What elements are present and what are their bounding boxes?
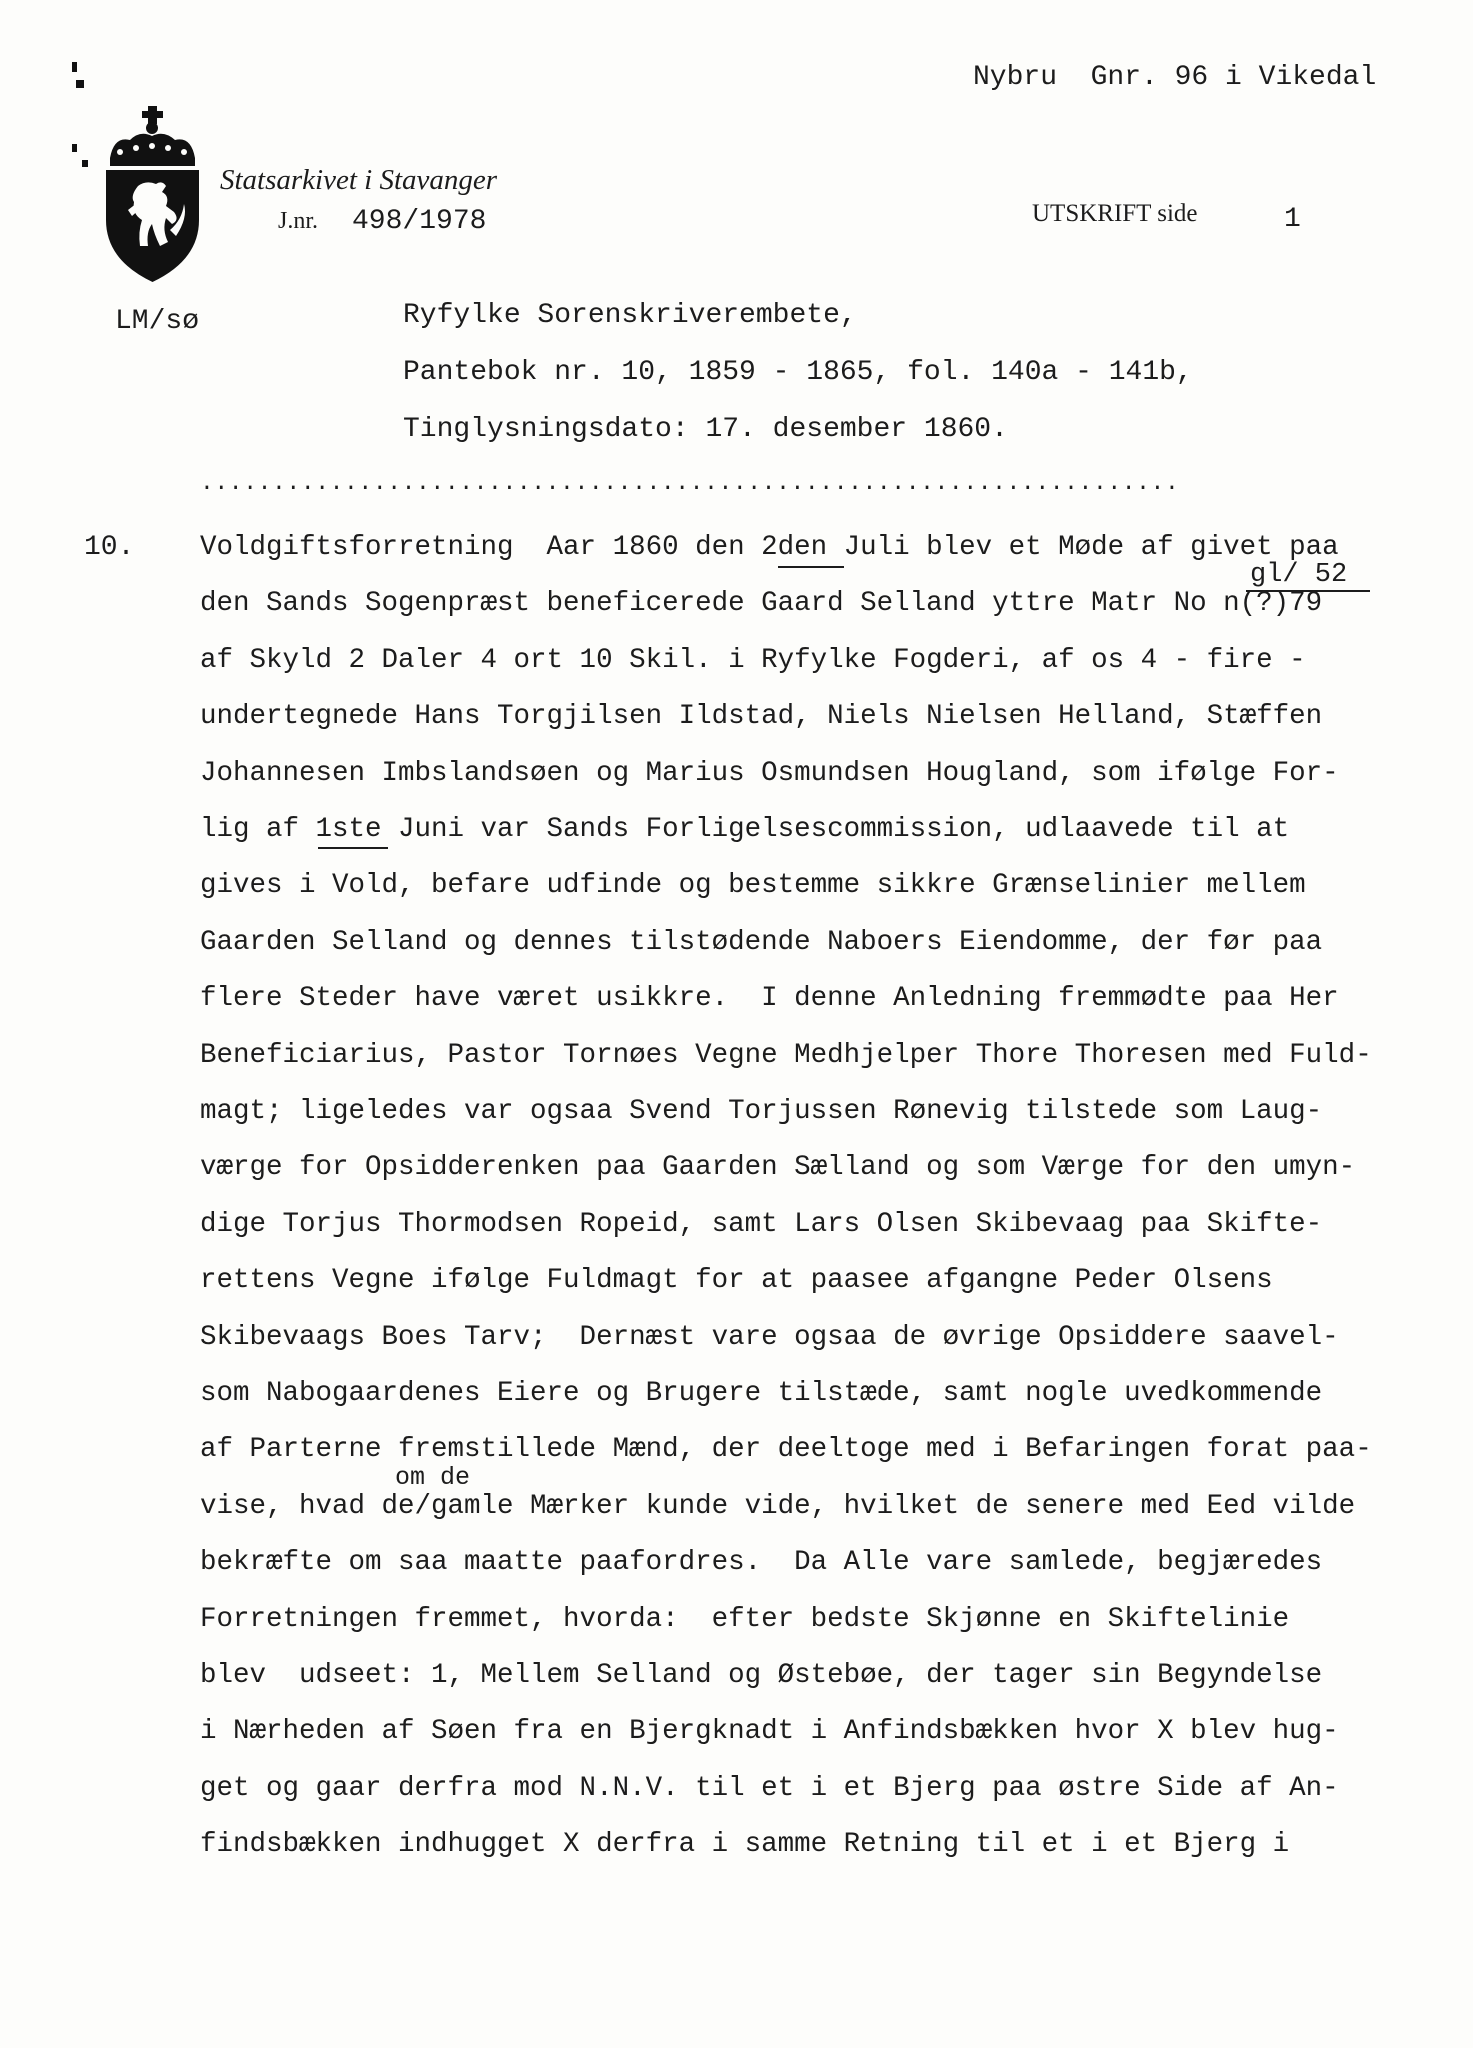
initials: LM/sø [115,306,200,337]
utskrift-label: UTSKRIFT side [1032,200,1198,227]
source-date: Tinglysningsdato: 17. desember 1860. [403,414,1008,445]
interline-insert: om de [395,1463,471,1492]
underline-2den [778,566,844,568]
scan-speck [72,144,77,152]
matr-superscript: gl/ 52 [1250,560,1348,590]
source-book: Pantebok nr. 10, 1859 - 1865, fol. 140a - 141b, [403,357,1193,388]
jnr-label: J.nr. [278,208,319,234]
scan-speck [82,160,88,167]
entry-line: undertegnede Hans Torgjilsen Ildstad, Niels Nielsen Helland, Stæffen [200,701,1323,732]
entry-line: findsbækken indhugget X derfra i samme Retning til et i et Bjerg i [200,1829,1290,1860]
page-number: 1 [1284,204,1301,235]
entry-number: 10. [84,532,135,563]
entry-line: lig af 1ste Juni var Sands Forligelsescommission, udlaavede til at [200,814,1290,845]
entry-line: den Sands Sogenpræst beneficerede Gaard Selland yttre Matr No n(?)79 [200,588,1323,619]
entry-line: af Skyld 2 Daler 4 ort 10 Skil. i Ryfylke Fogderi, af os 4 - fire - [200,645,1306,676]
entry-line: gives i Vold, befare udfinde og bestemme sikkre Grænselinier mellem [200,870,1306,901]
scan-speck [72,62,77,72]
entry-line: bekræfte om saa maatte paafordres. Da Alle vare samlede, begjæredes [200,1547,1323,1578]
entry-line: get og gaar derfra mod N.N.V. til et i et Bjerg paa østre Side af An- [200,1773,1339,1804]
jnr-value: 498/1978 [352,206,487,237]
entry-line: blev udseet: 1, Mellem Selland og Østebøe, der tager sin Begyndelse [200,1660,1323,1691]
scan-speck [76,80,84,88]
entry-line: flere Steder have været usikkre. I denne Anledning fremmødte paa Her [200,983,1339,1014]
entry-line: af Parterne fremstillede Mænd, der deeltoge med i Befaringen forat paa- [200,1434,1372,1465]
entry-line: Gaarden Selland og dennes tilstødende Naboers Eiendomme, der før paa [200,927,1323,958]
entry-line: Beneficiarius, Pastor Tornøes Vegne Medhjelper Thore Thoresen med Fuld- [200,1040,1372,1071]
entry-line: værge for Opsidderenken paa Gaarden Sælland og som Værge for den umyn- [200,1152,1356,1183]
entry-line: i Nærheden af Søen fra en Bjergknadt i Anfindsbækken hvor X blev hug- [200,1716,1339,1747]
entry-line: rettens Vegne ifølge Fuldmagt for at paasee afgangne Peder Olsens [200,1265,1273,1296]
entry-line: Voldgiftsforretning Aar 1860 den 2den Juli blev et Møde af givet paa [200,532,1339,563]
entry-line: Skibevaags Boes Tarv; Dernæst vare ogsaa de øvrige Opsiddere saavel- [200,1322,1339,1353]
entry-line: Forretningen fremmet, hvorda: efter bedste Skjønne en Skiftelinie [200,1604,1290,1635]
location-header: Nybru Gnr. 96 i Vikedal [973,62,1377,93]
dotted-separator: .................................................................... [200,470,1180,496]
underline-1ste [318,847,388,849]
entry-line: dige Torjus Thormodsen Ropeid, samt Lars Olsen Skibevaag paa Skifte- [200,1209,1323,1240]
source-office: Ryfylke Sorenskriverembete, [403,300,857,331]
entry-line: som Nabogaardenes Eiere og Brugere tilstæde, samt nogle uvedkommende [200,1378,1323,1409]
entry-line: vise, hvad de/gamle Mærker kunde vide, hvilket de senere med Eed vilde [200,1491,1356,1522]
entry-line: Johannesen Imbslandsøen og Marius Osmundsen Hougland, som ifølge For- [200,758,1339,789]
entry-line: magt; ligeledes var ogsaa Svend Torjussen Rønevig tilstede som Laug- [200,1096,1323,1127]
coat-of-arms-icon [100,100,205,285]
archive-name: Statsarkivet i Stavanger [220,164,498,196]
